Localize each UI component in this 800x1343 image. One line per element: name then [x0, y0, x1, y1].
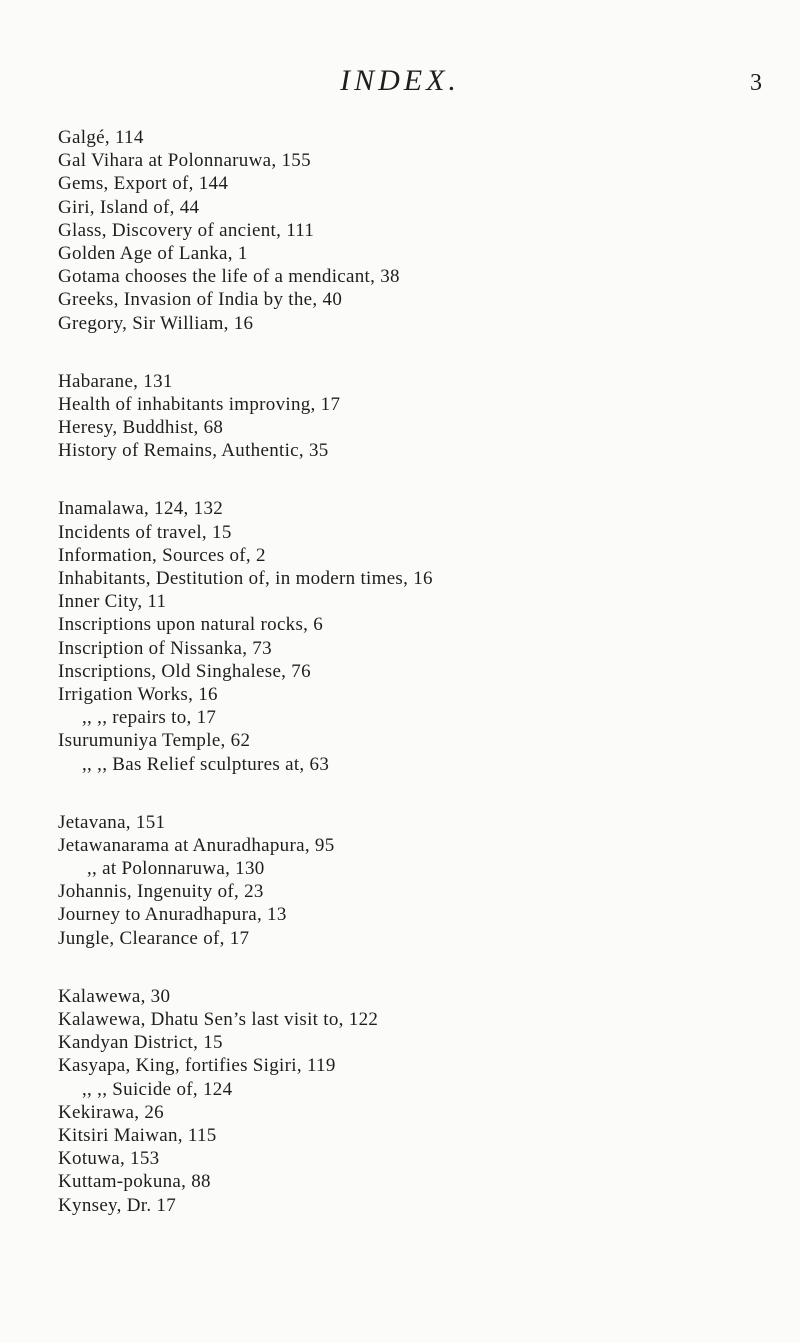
- index-entry: Johannis, Ingenuity of, 23: [58, 881, 264, 903]
- index-entry: Kalawewa, Dhatu Sen’s last visit to, 122: [58, 1009, 379, 1030]
- page-header: [0, 64, 800, 104]
- index-group-h: [58, 370, 778, 463]
- index-entry: Glass, Discovery of ancient, 111: [58, 219, 315, 241]
- index-entry: Greeks, Invasion of India by the, 40: [58, 289, 343, 311]
- index-entry: Giri, Island of, 44: [58, 196, 200, 218]
- page-title: INDEX.: [340, 64, 460, 97]
- index-group-g: [58, 126, 778, 335]
- index-subentry: ,, ,, Bas Relief sculptures at, 63: [82, 753, 330, 775]
- page-number: 3: [750, 70, 762, 96]
- index-entry: Gotama chooses the life of a mendicant, 38: [58, 266, 400, 288]
- index-entry: Journey to Anuradhapura, 13: [58, 904, 287, 926]
- index-subentry: ,, at Polonnaruwa, 130: [87, 858, 265, 880]
- index-entry: Gregory, Sir William, 16: [58, 312, 254, 334]
- index-entry: Kalawewa, 30: [58, 985, 171, 1007]
- index-entry: Heresy, Buddhist, 68: [58, 417, 224, 439]
- index-entry: Health of inhabitants improving, 17: [58, 393, 341, 415]
- index-entry: Jetavana, 151: [58, 811, 166, 833]
- index-subentry: ,, ,, repairs to, 17: [82, 707, 217, 729]
- index-group-j: [58, 811, 778, 950]
- index-entry: Galgé, 114: [58, 127, 144, 148]
- index-entry: Inamalawa, 124, 132: [58, 498, 224, 520]
- index-group-i: [58, 497, 778, 775]
- index-entry: Inhabitants, Destitution of, in modern times, 16: [58, 568, 433, 589]
- index-entry: Kekirawa, 26: [58, 1101, 164, 1123]
- index-entry: Kitsiri Maiwan, 115: [58, 1124, 217, 1146]
- index-group-k: [58, 985, 778, 1217]
- index-entry: Inner City, 11: [58, 591, 167, 613]
- index-entry: Kandyan District, 15: [58, 1032, 223, 1054]
- index-entry: Information, Sources of, 2: [58, 544, 266, 566]
- index-entry: History of Remains, Authentic, 35: [58, 440, 329, 462]
- index-entry: Jungle, Clearance of, 17: [58, 927, 250, 949]
- index-entry: Gal Vihara at Polonnaruwa, 155: [58, 150, 311, 172]
- index-entry: Gems, Export of, 144: [58, 173, 229, 195]
- index-subentry: ,, ,, Suicide of, 124: [82, 1078, 233, 1100]
- index-entry: Kotuwa, 153: [58, 1148, 160, 1170]
- index-body: [58, 126, 778, 1252]
- index-entry: Habarane, 131: [58, 370, 173, 392]
- index-entry: Inscriptions, Old Singhalese, 76: [58, 660, 311, 682]
- index-entry: Kynsey, Dr. 17: [58, 1194, 177, 1216]
- index-entry: Jetawanarama at Anuradhapura, 95: [58, 834, 335, 856]
- index-entry: Golden Age of Lanka, 1: [58, 242, 248, 264]
- index-entry: Kuttam-pokuna, 88: [58, 1171, 211, 1193]
- index-entry: Irrigation Works, 16: [58, 683, 218, 705]
- index-entry: Kasyapa, King, fortifies Sigiri, 119: [58, 1055, 336, 1077]
- index-entry: Isurumuniya Temple, 62: [58, 730, 251, 752]
- index-entry: Inscription of Nissanka, 73: [58, 637, 272, 659]
- index-entry: Inscriptions upon natural rocks, 6: [58, 614, 324, 636]
- index-entry: Incidents of travel, 15: [58, 521, 232, 543]
